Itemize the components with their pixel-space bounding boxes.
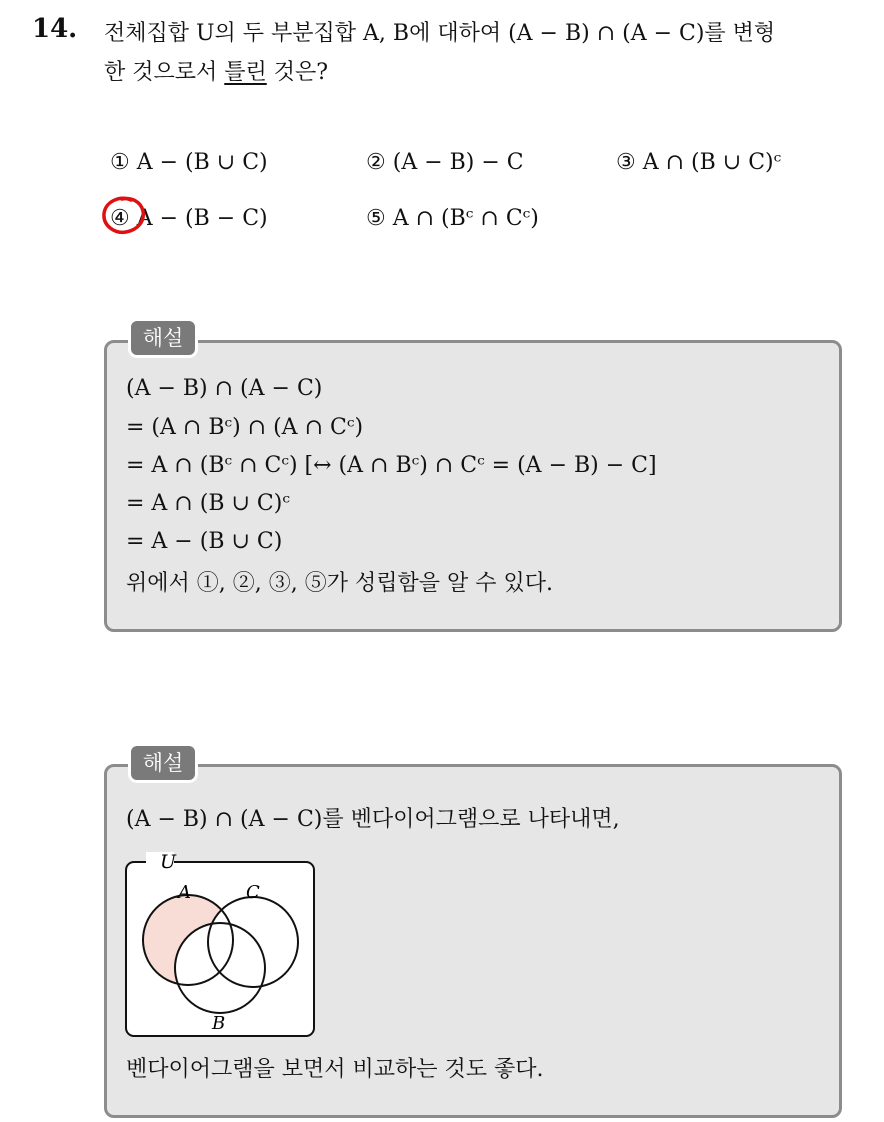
question-number: 14. <box>32 14 78 44</box>
question-text-line2 <box>104 55 328 86</box>
venn-diagram <box>120 848 320 1040</box>
solution1-line-1: (A − B) ∩ (A − C) <box>126 376 323 401</box>
choice-text: A − (B − C) <box>136 206 268 231</box>
solution1-line-6: 위에서 ①, ②, ③, ⑤가 성립함을 알 수 있다. <box>126 571 553 596</box>
solution2-intro: (A − B) ∩ (A − C)를 벤다이어그램으로 나타내면, <box>126 807 620 832</box>
choice-text: A − (B ∪ C) <box>136 150 268 175</box>
choice-text: A ∩ (B ∪ C)ᶜ <box>642 150 782 175</box>
choice-mark: ③ <box>616 150 636 175</box>
solution1-line-2: = (A ∩ Bᶜ) ∩ (A ∩ Cᶜ) <box>126 415 364 440</box>
emphasized-word: 틀린 <box>224 60 267 85</box>
choice-mark: ① <box>110 150 130 175</box>
venn-label-u: U <box>160 851 177 873</box>
choice-2[interactable] <box>366 150 524 175</box>
choice-5[interactable] <box>366 206 539 231</box>
answer-circle-mark <box>101 194 147 236</box>
solution-tag-2: 해설 <box>128 743 198 783</box>
venn-label-a: A <box>178 882 191 903</box>
choice-mark: ② <box>366 150 386 175</box>
choice-text: A ∩ (Bᶜ ∩ Cᶜ) <box>392 206 539 231</box>
choice-3[interactable] <box>616 150 781 175</box>
solution1-line-4: = A ∩ (B ∪ C)ᶜ <box>126 491 290 516</box>
solution1-line-5: = A − (B ∪ C) <box>126 529 283 554</box>
solution1-line-3: = A ∩ (Bᶜ ∩ Cᶜ) [↔ (A ∩ Bᶜ) ∩ Cᶜ = (A − B) − C] <box>126 453 657 478</box>
choice-text: (A − B) − C <box>392 150 524 175</box>
question-text-line1: 전체집합 U의 두 부분집합 A, B에 대하여 (A − B) ∩ (A − C)를 변형 <box>104 21 776 46</box>
solution-tag-1: 해설 <box>128 318 198 358</box>
venn-label-c: C <box>246 882 260 903</box>
venn-label-b: B <box>212 1013 226 1034</box>
question-text-part: 한 것으로서 <box>104 60 225 85</box>
question-text-part: 것은? <box>266 60 329 85</box>
choice-mark: ⑤ <box>366 206 386 231</box>
choice-1[interactable] <box>110 150 268 175</box>
choice-mark: ④ <box>110 206 130 231</box>
solution2-outro: 벤다이어그램을 보면서 비교하는 것도 좋다. <box>126 1057 544 1082</box>
